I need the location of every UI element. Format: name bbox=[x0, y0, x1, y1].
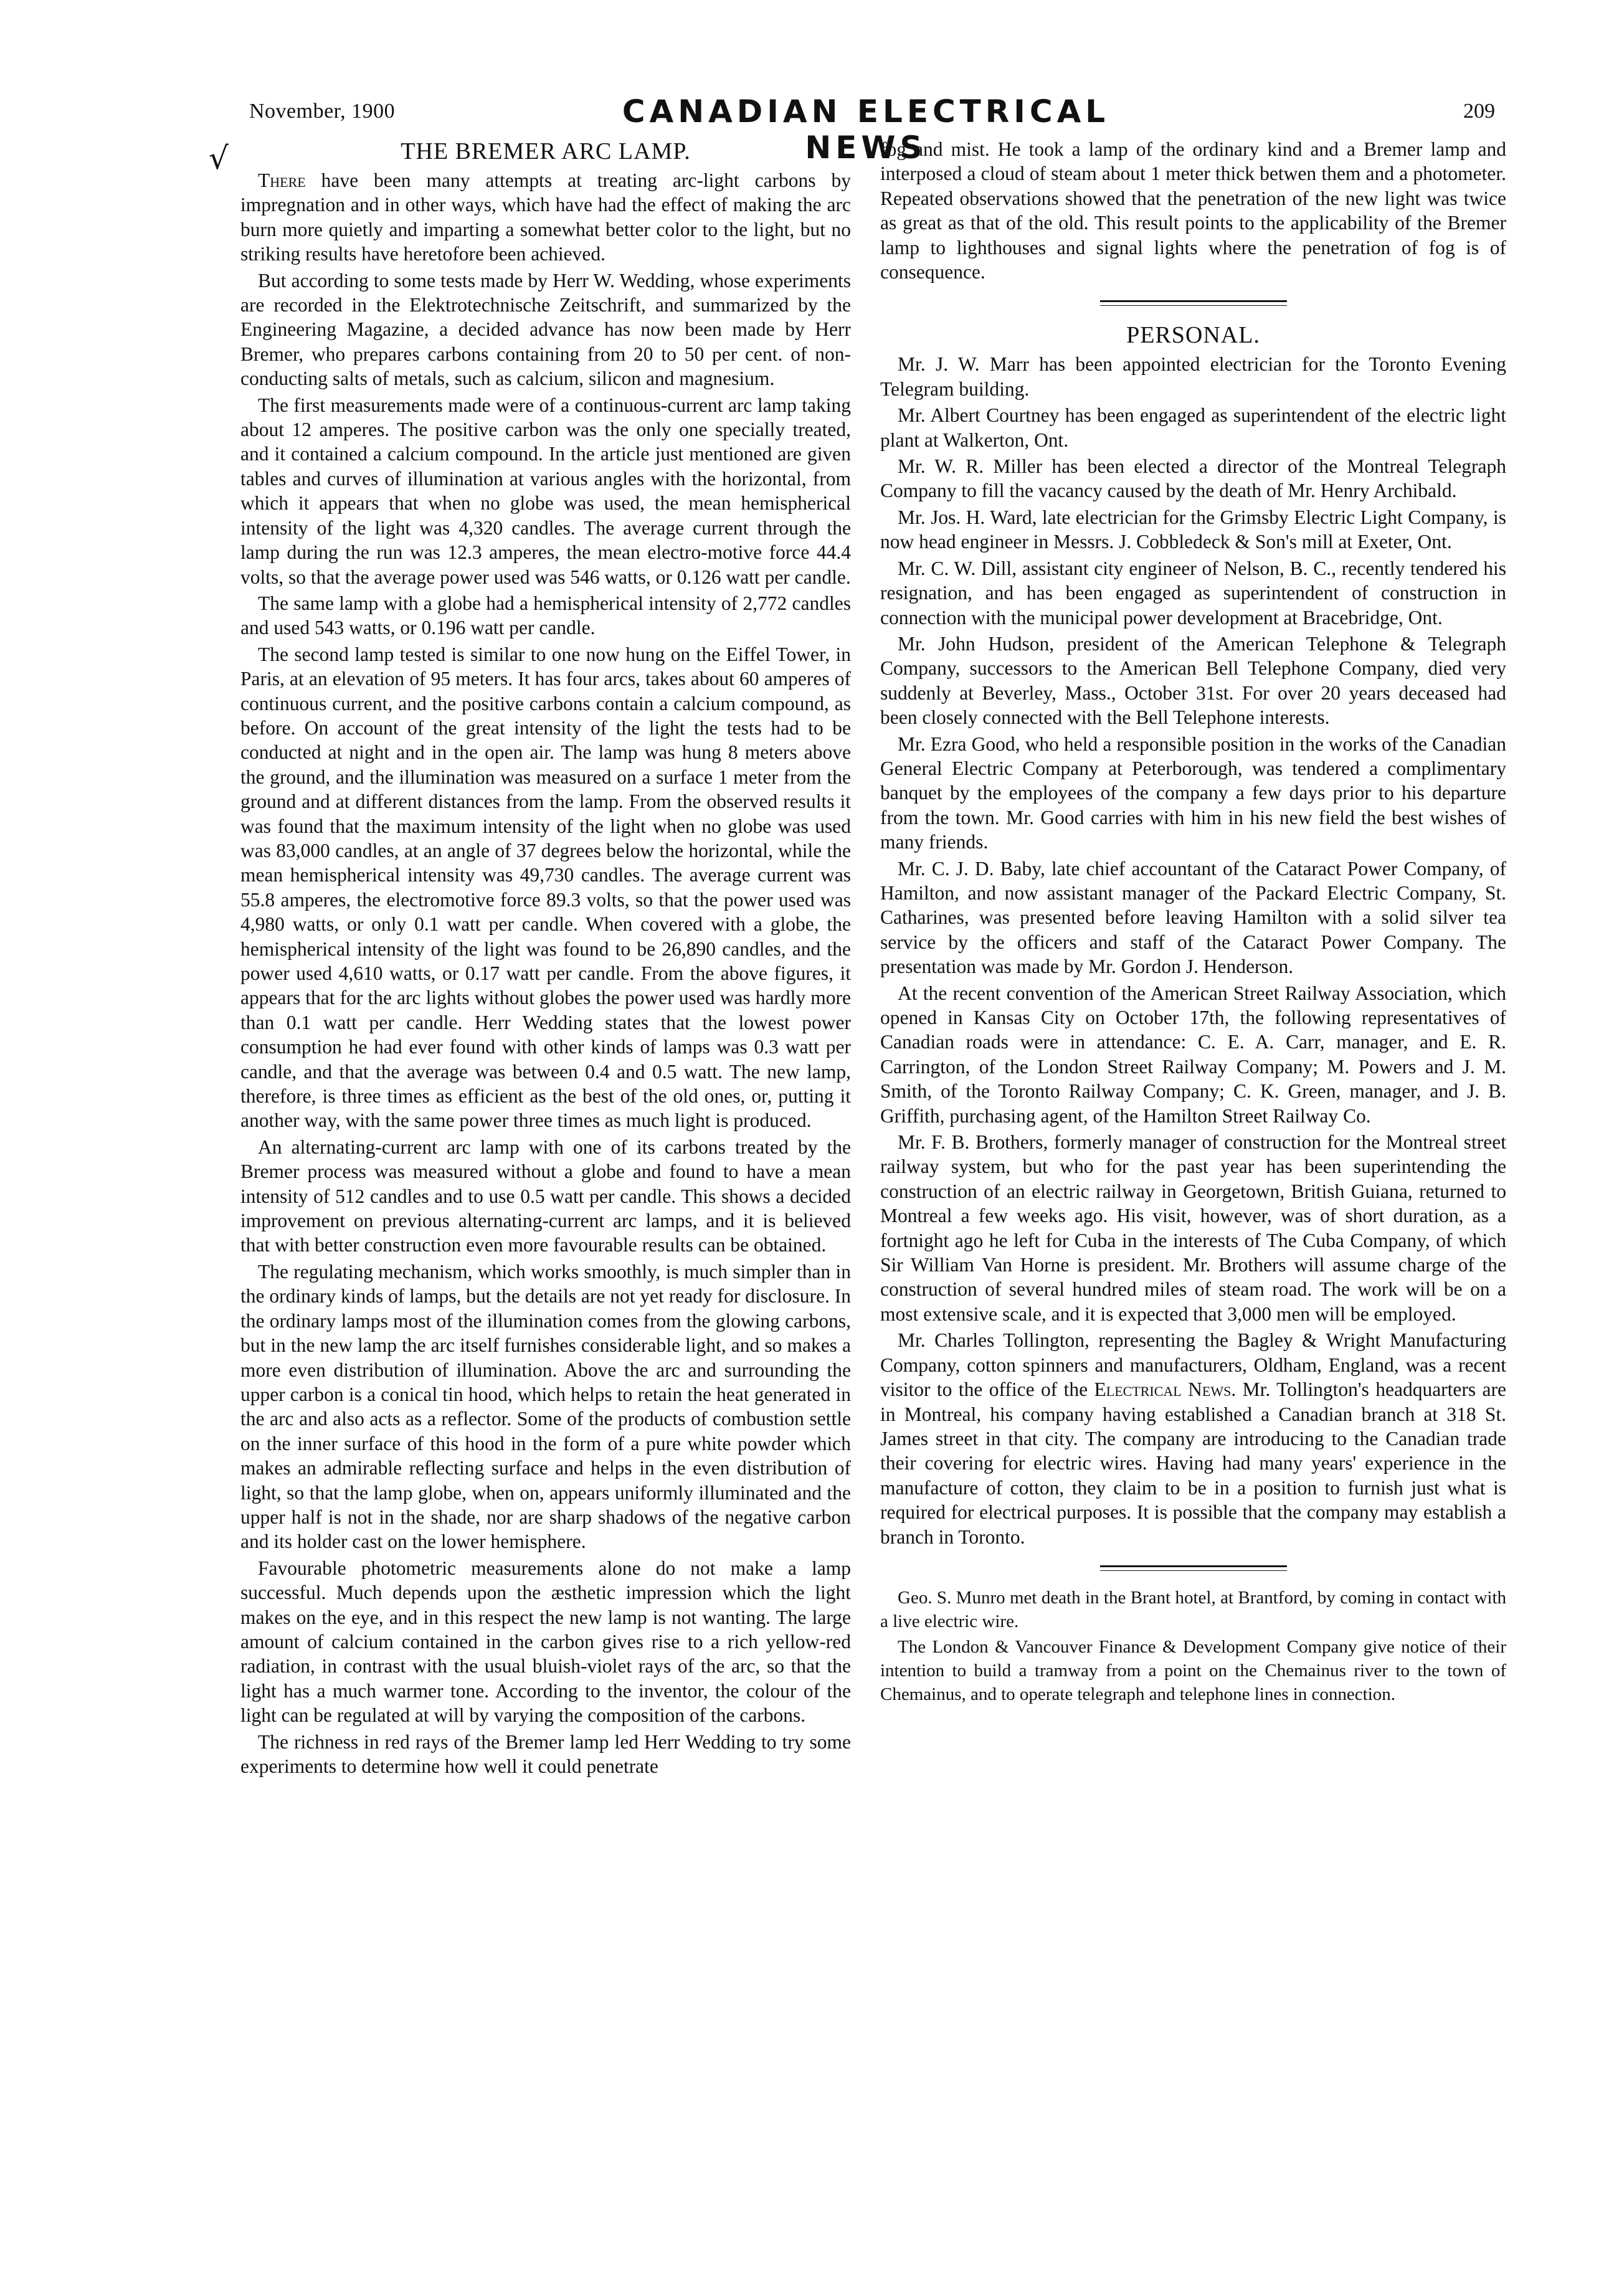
article-paragraph: There have been many attempts at treating arc-light carbons by impregnation and in other ways, which have had the effect of making the arc burn more quietly and imparting a somewhat better color to the light, but no striking results have heretofore been achieved. bbox=[240, 169, 851, 265]
section-title-personal: PERSONAL. bbox=[1126, 322, 1260, 349]
section-divider bbox=[1100, 1565, 1287, 1571]
article-paragraph: Favourable photometric measurements alone do not make a lamp successful. Much depends upon the æsthetic impression which the light makes on the eye, and in this respect the new lamp is not wanting. The large amount of calcium contained in the carbon gives rise to a rich yellow-red radiation, in contrast with the usual bluish-violet rays of the arc, so that the light has a much warmer tone. According to the inventor, the colour of the light can be regulated at will by varying the composition of the carbons. bbox=[240, 1557, 851, 1727]
article-paragraph: The first measurements made were of a continuous-current arc lamp taking about 12 amperes. The positive carbon was the only one specially treated, and it contained a calcium compound. In the article just mentioned are given tables and curves of illumination at various angles with the horizontal, from which it appears that when no globe was used, the mean hemispherical intensity of the light was 4,320 candles. The average current through the lamp during the run was 12.3 amperes, the mean electro-motive force 44.4 volts, so that the average power used was 546 watts, or 0.126 watt per candle. bbox=[240, 394, 851, 588]
personal-item: Mr. J. W. Marr has been appointed electrician for the Toronto Evening Telegram building. bbox=[880, 353, 1506, 400]
personal-item: Mr. Ezra Good, who held a responsible position in the works of the Canadian General Electric Company at Peterborough, was tendered a complimentary banquet by the employees of the company a few days prior to his departure from the town. Mr. Good carries with him in his new field the best wishes of many friends. bbox=[880, 733, 1506, 853]
margin-check-mark: √ bbox=[209, 140, 229, 176]
article-paragraph: The second lamp tested is similar to one now hung on the Eiffel Tower, in Paris, at an elevation of 95 meters. It has four arcs, takes about 60 amperes of continuous current, and the positive carbons contain a calcium compound, as before. On account of the great intensity of the light the tests had to be conducted at night and in the open air. The lamp was hung 8 meters above the ground, and the illumination was measured on a surface 1 meter from the ground and at different distances from the lamp. From the observed results it was found that the maximum intensity of the light when no globe was used was 83,000 candles, at an angle of 37 degrees below the horizontal, while the mean hemispherical intensity was 49,730 candles. The average current was 55.8 amperes, the electromotive force 89.3 volts, so that the power used was 4,980 watts, or only 0.1 watt per candle. When covered with a globe, the hemispherical intensity of the light was found to be 26,890 candles, and the power used 4,610 watts, or 0.17 watt per candle. From the above figures, it appears that for the arc lights without globes the power used was hardly more than 0.1 watt per candle. Herr Wedding states that the lowest power consumption he had ever found with other kinds of lamps was 0.3 watt per candle, and that the average was between 0.4 and 0.5 watt. The new lamp, therefore, is three times as efficient as the best of the old ones, or, putting it another way, with the same power three times as much light is produced. bbox=[240, 643, 851, 1132]
issue-date: November, 1900 bbox=[249, 100, 396, 123]
article-paragraph: An alternating-current arc lamp with one of its carbons treated by the Bremer process was measured without a globe and found to have a mean intensity of 512 candles and to use 0.5 watt per candle. This shows a decided improvement on previous alternating-current arc lamps, and it is believed that with better construction even more favourable results can be obtained. bbox=[240, 1136, 851, 1256]
right-column bbox=[880, 137, 1506, 1708]
personal-item: Mr. C. J. D. Baby, late chief accountant of the Cataract Power Company, of Hamilton, and now assistant manager of the Packard Electric Company, St. Catharines, was presented before leaving Hamilton with a solid silver tea service by the officers and staff of the Cataract Power Company. The presentation was made by Mr. Gordon J. Henderson. bbox=[880, 857, 1506, 978]
personal-item: Mr. Albert Courtney has been engaged as superintendent of the electric light plant at Walkerton, Ont. bbox=[880, 404, 1506, 451]
personal-item: At the recent convention of the American Street Railway Association, which opened in Kansas City on October 17th, the following representatives of Canadian roads were in attendance: C. E. A. Carr, manager, and E. R. Carrington, of the London Street Railway Company; M. Powers and J. M. Smith, of the Toronto Railway Company; C. K. Green, manager, and J. B. Griffith, purchasing agent, of the Hamilton Street Railway Co. bbox=[880, 982, 1506, 1127]
drop-lead-word: There bbox=[258, 169, 306, 191]
publication-title: CANADIAN ELECTRICAL NEWS bbox=[622, 93, 1110, 166]
article-continuation: fog and mist. He took a lamp of the ordinary kind and a Bremer lamp and interposed a cloud of steam about 1 meter thick betwen them and a photometer. Repeated observations showed that the penetration of the new light was twice as great as that of the old. This result points to the applicability of the Bremer lamp to lighthouses and signal lights where the penetration of fog is of consequence. bbox=[880, 138, 1506, 283]
article-title: THE BREMER ARC LAMP. bbox=[401, 138, 691, 164]
article-paragraph: The regulating mechanism, which works smoothly, is much simpler than in the ordinary kinds of lamps, but the details are not yet ready for disclosure. In the ordinary lamps most of the illumination comes from the glowing carbons, but in the new lamp the arc itself furnishes considerable light, and so makes a more even distribution of illumination. Above the arc and surrounding the upper carbon is a conical tin hood, which helps to retain the heat generated in the arc and also acts as a reflector. Some of the products of combustion settle on the inner surface of this hood in the form of a pure white powder which makes an admirable reflecting surface and helps in the even distribution of light, so that the lamp globe, when on, appears uniformly illuminated and the upper half is not in the shade, nor are sharp shadows of the negative carbon and its holder cast on the lower hemisphere. bbox=[240, 1260, 851, 1553]
personal-item: Mr. Jos. H. Ward, late electrician for the Grimsby Electric Light Company, is now head engineer in Messrs. J. Cobbledeck & Son's mill at Exeter, Ont. bbox=[880, 506, 1506, 553]
page-number: 209 bbox=[1463, 100, 1495, 123]
news-notice: Geo. S. Munro met death in the Brant hotel, at Brantford, by coming in contact with a live electric wire. bbox=[880, 1587, 1506, 1631]
personal-item: Mr. Charles Tollington, representing the Bagley & Wright Manufacturing Company, cotton spinners and manufacturers, Oldham, England, was a recent visitor to the office of the Electrical News. Mr. Tollington's headquarters are in Montreal, his company having established a Canadian branch at 318 St. James street in that city. The company are introducing to the Canadian trade their covering for electric wires. Having had many years' experience in the manufacture of cotton, they claim to be in a position to furnish just what is required for electrical purposes. It is possible that the company may establish a branch in Toronto. bbox=[880, 1329, 1506, 1548]
section-divider bbox=[1100, 300, 1287, 306]
personal-item: Mr. John Hudson, president of the American Telephone & Telegraph Company, successors to the American Bell Telephone Company, died very suddenly at Beverley, Mass., October 31st. For over 20 years deceased had been closely connected with the Bell Telephone interests. bbox=[880, 632, 1506, 729]
personal-item: Mr. W. R. Miller has been elected a director of the Montreal Telegraph Company to fill the vacancy caused by the death of Mr. Henry Archibald. bbox=[880, 455, 1506, 502]
personal-item: Mr. C. W. Dill, assistant city engineer of Nelson, B. C., recently tendered his resignation, and has been engaged as superintendent of construction in connection with the municipal power development at Bracebridge, Ont. bbox=[880, 557, 1506, 629]
news-notice: The London & Vancouver Finance & Development Company give notice of their intention to build a tramway from a point on the Chemainus river to the town of Chemainus, and to operate telegraph and telephone lines in connection. bbox=[880, 1636, 1506, 1704]
personal-item: Mr. F. B. Brothers, formerly manager of construction for the Montreal street railway system, but who for the past year has been superintending the construction of an electric railway in Georgetown, British Guiana, returned to Montreal a few weeks ago. His visit, however, was of short duration, as a fortnight ago he left for Cuba in the interests of The Cuba Company, of which Sir William Van Horne is president. Mr. Brothers will assume charge of the construction of several hundred miles of steam road. The work will be on a most extensive scale, and it is expected that 3,000 men will be employed. bbox=[880, 1131, 1506, 1325]
article-paragraph: The richness in red rays of the Bremer lamp led Herr Wedding to try some experiments to determine how well it could penetrate bbox=[240, 1730, 851, 1777]
left-column bbox=[240, 137, 851, 1780]
article-paragraph: But according to some tests made by Herr W. Wedding, whose experiments are recorded in the Elektrotechnische Zeitschrift, and summarized by the Engineering Magazine, a decided advance has now been made by Herr Bremer, who prepares carbons containing from 20 to 50 per cent. of non-conducting salts of metals, such as calcium, silicon and magnesium. bbox=[240, 269, 851, 390]
publication-name-inline: Electrical News bbox=[1094, 1378, 1232, 1401]
article-paragraph: The same lamp with a globe had a hemispherical intensity of 2,772 candles and used 543 watts, or 0.196 watt per candle. bbox=[240, 592, 851, 639]
